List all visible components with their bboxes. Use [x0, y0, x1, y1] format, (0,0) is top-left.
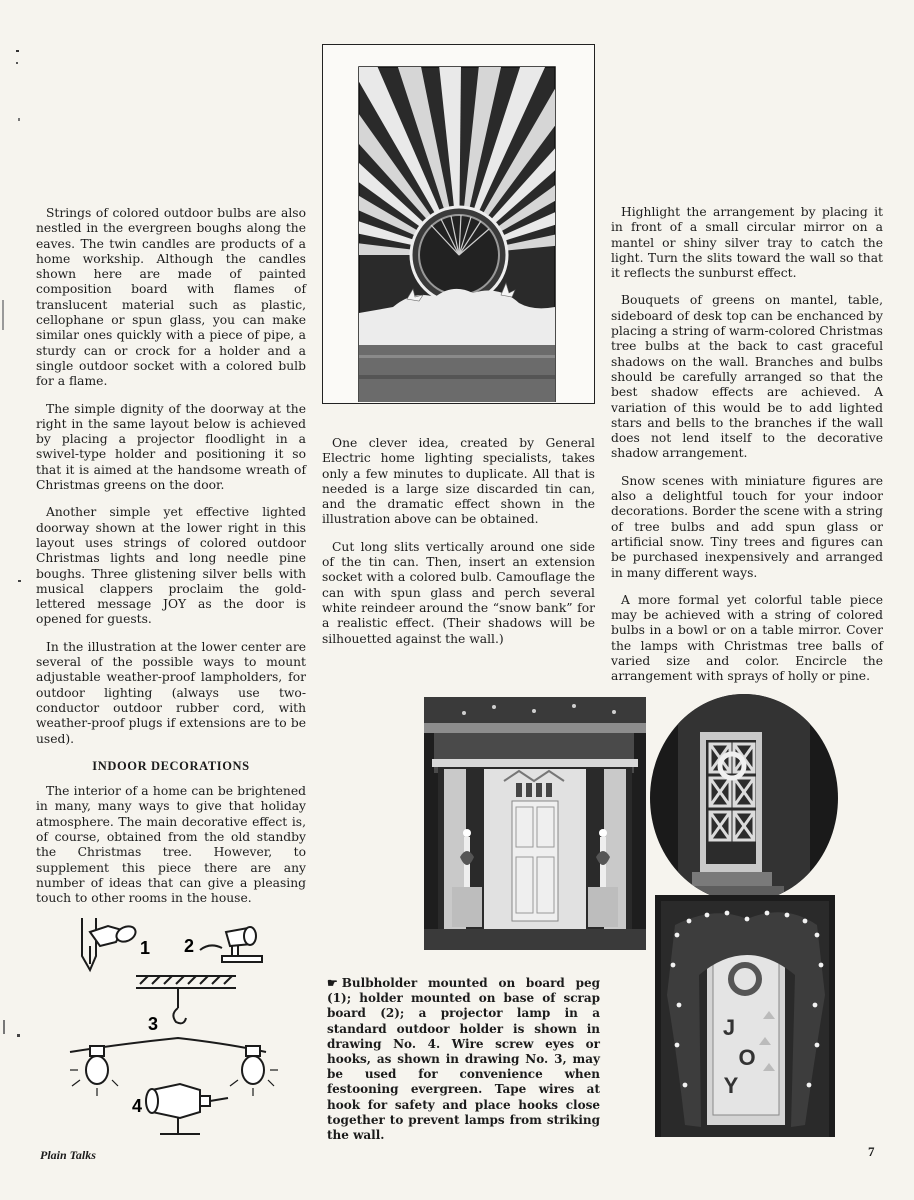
- scan-edge-marks: [0, 0, 30, 1200]
- joy-letter: Y: [723, 1073, 739, 1098]
- paragraph: Bouquets of greens on mantel, table, sideboard of desk top can be enchanced by placing a string of warm-colored Christmas tree bulbs at the back to cast graceful shadows on the wall. Branches and bulbs should be carefully arranged so that the best shadow effects are achieved. A variation of this would be to add lighted stars and bells to the branches if the wall does not lend itself to the decorative shadow arrangement.: [611, 293, 883, 461]
- publication-name: Plain Talks: [40, 1148, 96, 1162]
- paragraph: Strings of colored outdoor bulbs are also nestled in the evergreen boughs along the eaves. The twin candles are products of a home workship. Although the candles shown here are made of painted composition board with flames of translucent material such as plastic, cellophane or spun glass, you can make similar ones quickly with a piece of pipe, a sturdy can or crock for a holder and a single outdoor socket with a colored bulb for a flame.: [36, 206, 306, 389]
- wreath-door-round-photo: [648, 692, 840, 910]
- paragraph: Cut long slits vertically around one side of the tin can. Then, insert an extension socket with a colored bulb. Camouflage the can with spun glass and perch several white reindeer around the “snow bank” for a realistic effect. (Their shadows will be silhouetted against the wall.): [322, 539, 595, 646]
- joy-letter: O: [738, 1045, 756, 1070]
- drawings-caption: [327, 976, 600, 1143]
- paragraph: Highlight the arrangement by placing it in front of a small circular mirror on a mantel or shiny silver tray to catch the light. Turn the slits toward the wall so that it reflects the sunburst effect.: [611, 205, 883, 281]
- paragraph: The simple dignity of the doorway at the right in the same layout below is achieved by placing a projector floodlight in a swivel-type holder and positioning it so that it is aimed at the handsome wreath of Christmas greens on the door.: [36, 401, 306, 493]
- paragraph: The interior of a home can be brightened in many, many ways to give that holiday atmosphere. The main decorative effect is, of course, obtained from the old standby the Christmas tree. However, to supplement this piece there are any number of ideas that can give a pleasing touch to other rooms in the house.: [36, 784, 306, 906]
- left-column: [36, 206, 306, 918]
- lampholder-drawings: [60, 912, 280, 1142]
- paragraph: One clever idea, created by General Electric home lighting specialists, takes only a few minutes to duplicate. All that is needed is a large size discarded tin can, and the dramatic effect shown in the illustration above can be obtained.: [322, 436, 595, 527]
- drawing-number: 1: [140, 938, 151, 958]
- sunburst-illustration: [322, 44, 595, 404]
- page-number: 7: [868, 1144, 875, 1159]
- right-column: [611, 205, 883, 697]
- drawing-number: 3: [148, 1014, 159, 1034]
- pointing-hand-icon: ☛: [327, 976, 338, 990]
- drawing-number: 2: [184, 936, 195, 956]
- doorway-candles-photo: [424, 697, 646, 950]
- joy-letter: J: [722, 1015, 736, 1040]
- section-heading: INDOOR DECORATIONS: [92, 758, 250, 773]
- drawing-number: 4: [132, 1096, 143, 1116]
- joy-door-photo: [655, 895, 835, 1137]
- paragraph: A more formal yet colorful table piece may be achieved with a string of colored bulbs in a bowl or on a table mirror. Cover the lamps with Christmas tree balls of varied size and color. Encircle the arrangement with sprays of holly or pine.: [611, 592, 883, 684]
- middle-column: [322, 436, 595, 659]
- paragraph: Snow scenes with miniature figures are also a delightful touch for your indoor decorations. Border the scene with a string of tree bulbs and add spun glass or artificial snow. Tiny trees and figures can be purchased inexpensively and arranged in many different ways.: [611, 473, 883, 580]
- paragraph: In the illustration at the lower center are several of the possible ways to mount adjustable weather-proof lampholders, for outdoor lighting (always use two-conductor outdoor rubber cord, with weather-proof plugs if extensions are to be used).: [36, 639, 306, 746]
- caption-text: Bulbholder mounted on board peg (1); holder mounted on base of scrap board (2); a projector lamp in a standard outdoor holder is shown in drawing No. 4. Wire screw eyes or hooks, as shown in drawing No. 3, may be used for convenience when festooning evergreen. Tape wires at hook for safety and place hooks close together to prevent lamps from striking the wall.: [327, 976, 600, 1143]
- paragraph: Another simple yet effective lighted doorway shown at the lower right in this layout uses strings of colored outdoor Christmas lights and long needle pine boughs. Three glistening silver bells with musical clappers proclaim the gold-lettered message JOY as the door is opened for guests.: [36, 505, 306, 627]
